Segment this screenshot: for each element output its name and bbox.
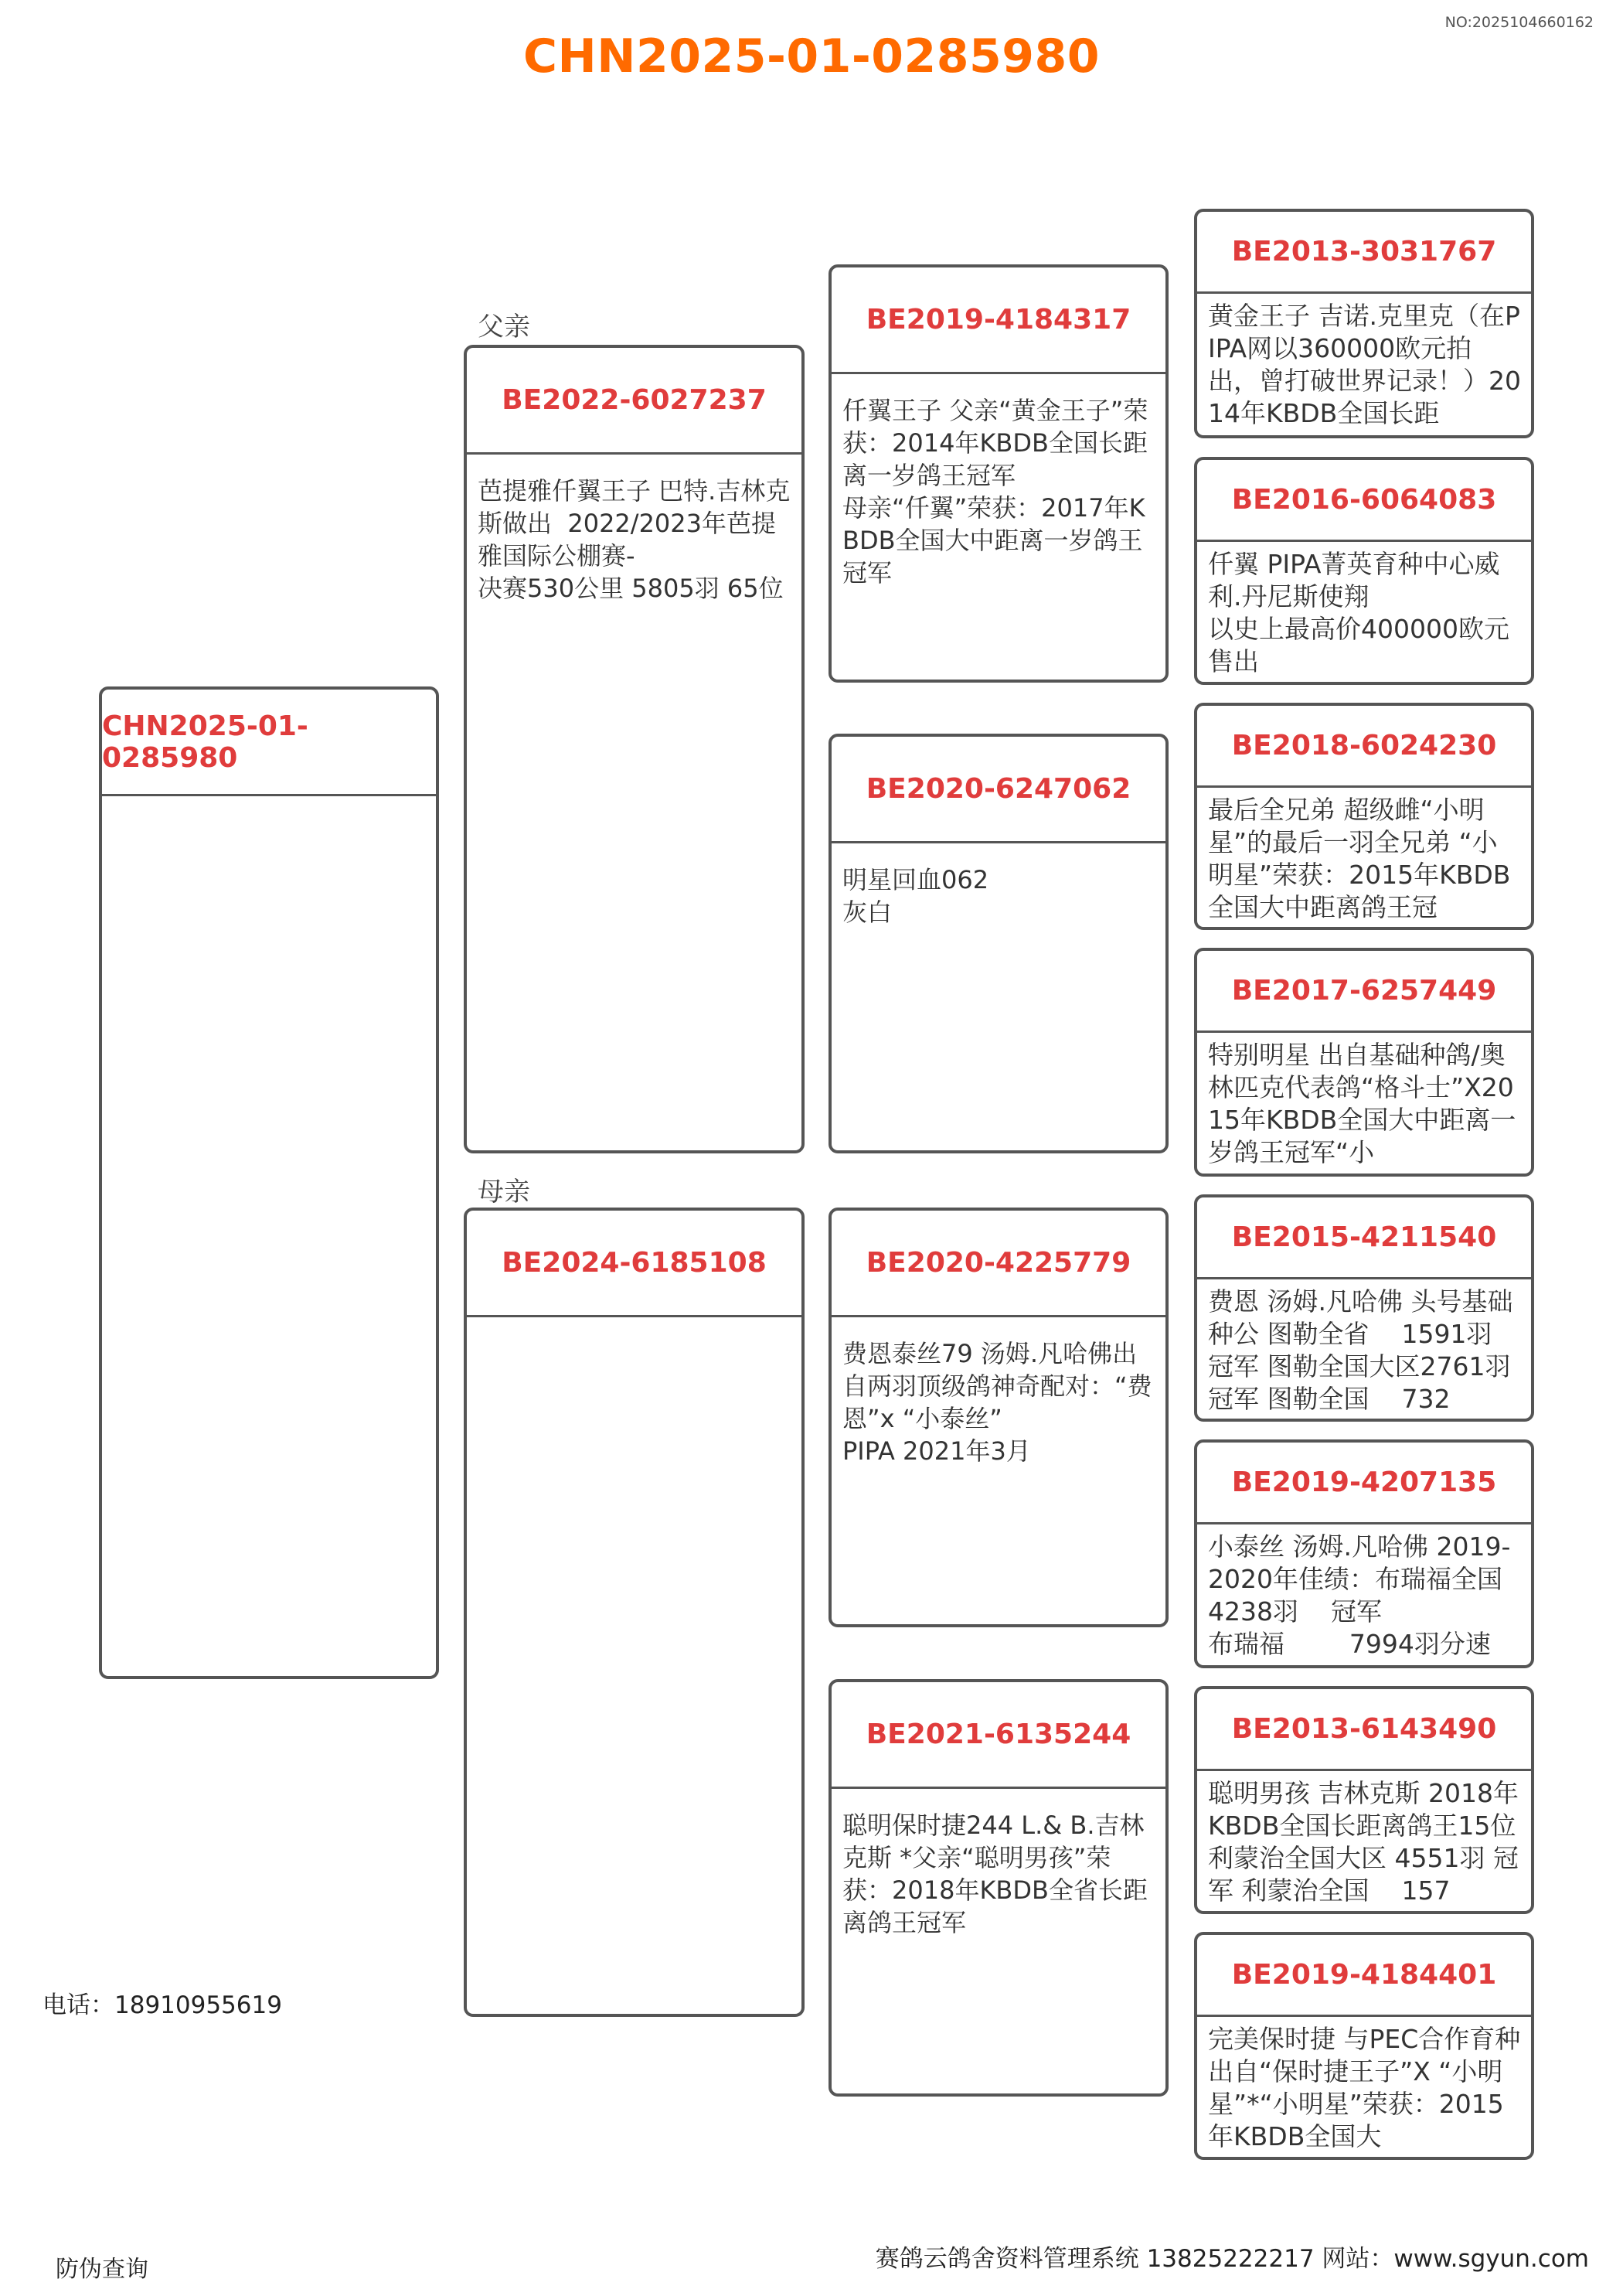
- ggp-fmm-card: [1194, 948, 1534, 1177]
- ggp-fmm-ring: BE2017-6257449: [1197, 951, 1531, 1033]
- ggp-fmf-ring: BE2018-6024230: [1197, 706, 1531, 788]
- ggp-fmf-note: 最后全兄弟 超级雌“小明星”的最后一羽全兄弟 “小明星”荣获：2015年KBDB全国大中距离鸽王冠: [1208, 795, 1511, 922]
- ggp-mmm-ring: BE2019-4184401: [1197, 1935, 1531, 2017]
- maternal-grandfather-ring: BE2020-4225779: [832, 1211, 1165, 1317]
- ggp-fff-card: [1194, 209, 1534, 438]
- father-note: 芭提雅仟翼王子 巴特.吉林克斯做出 2022/2023年芭提雅国际公棚赛- 决赛530公里 5805羽 65位: [478, 476, 791, 603]
- mother-ring: BE2024-6185108: [467, 1211, 801, 1317]
- maternal-grandfather-card: [829, 1208, 1169, 1627]
- ggp-mff-note: 费恩 汤姆.凡哈佛 头号基础种公 图勒全省 1591羽 冠军 图勒全国大区2761羽 冠军 图勒全国 732: [1208, 1286, 1519, 1414]
- ggp-ffm-note: 仟翼 PIPA菁英育种中心威利.丹尼斯使翔 以史上最高价400000欧元售出: [1208, 549, 1509, 676]
- ggp-fff-ring: BE2013-3031767: [1197, 212, 1531, 294]
- maternal-grandfather-note: 费恩泰丝79 汤姆.凡哈佛出自两羽顶级鸽神奇配对：“费恩”x “小泰丝” PIPA 2021年3月: [842, 1339, 1152, 1466]
- anti-counterfeit-link[interactable]: 防伪查询: [56, 2256, 148, 2283]
- mother-card: [464, 1208, 805, 2017]
- ggp-mmf-note: 聪明男孩 吉林克斯 2018年KBDB全国长距离鸽王15位 利蒙治全国大区 4551羽 冠军 利蒙治全国 157: [1208, 1778, 1524, 1906]
- ggp-ffm-card: [1194, 457, 1534, 685]
- ggp-mmf-ring: BE2013-6143490: [1197, 1689, 1531, 1771]
- ggp-mmm-note: 完美保时捷 与PEC合作育种 出自“保时捷王子”X “小明星”*“小明星”荣获：2015年KBDB全国大: [1208, 2024, 1529, 2151]
- maternal-grandmother-card: [829, 1679, 1169, 2097]
- subject-ring: CHN2025-01-0285980: [102, 690, 436, 796]
- paternal-grandfather-note: 仟翼王子 父亲“黄金王子”荣获：2014年KBDB全国长距离一岁鸽王冠军 母亲“仟翼”荣获：2017年KBDB全国大中距离一岁鸽王冠军: [842, 396, 1148, 588]
- ggp-mff-ring: BE2015-4211540: [1197, 1197, 1531, 1279]
- father-label: 父亲: [478, 312, 530, 342]
- ggp-mfm-note: 小泰丝 汤姆.凡哈佛 2019-2020年佳绩：布瑞福全国 4238羽 冠军 布瑞福 7994羽分速: [1208, 1531, 1511, 1659]
- paternal-grandmother-card: [829, 734, 1169, 1153]
- document-number: NO:2025104660162: [1444, 14, 1594, 31]
- mother-note: [467, 1317, 801, 1345]
- footer-info: 赛鸽云鸽舍资料管理系统 13825222217 网站：www.sgyun.com: [875, 2245, 1589, 2273]
- ggp-mmf-card: [1194, 1686, 1534, 1914]
- maternal-grandmother-note: 聪明保时捷244 L.& B.吉林克斯 *父亲“聪明男孩”荣获：2018年KBDB全省长距离鸽王冠军: [842, 1811, 1148, 1937]
- ggp-ffm-ring: BE2016-6064083: [1197, 460, 1531, 542]
- paternal-grandmother-note: 明星回血062 灰白: [842, 865, 989, 927]
- pedigree-title: CHN2025-01-0285980: [523, 29, 1100, 83]
- ggp-fmf-card: [1194, 703, 1534, 930]
- ggp-mmm-card: [1194, 1932, 1534, 2160]
- ggp-mfm-ring: BE2019-4207135: [1197, 1443, 1531, 1524]
- ggp-fff-note: 黄金王子 吉诺.克里克（在PIPA网以360000欧元拍出，曾打破世界记录！）2014年KBDB全国长距: [1208, 301, 1521, 428]
- phone-number: 电话：18910955619: [43, 1991, 282, 2019]
- maternal-grandmother-ring: BE2021-6135244: [832, 1682, 1165, 1789]
- paternal-grandfather-card: [829, 264, 1169, 683]
- paternal-grandfather-ring: BE2019-4184317: [832, 267, 1165, 374]
- mother-label: 母亲: [478, 1177, 530, 1208]
- ggp-fmm-note: 特别明星 出自基础种鸽/奥林匹克代表鸽“格斗士”X2015年KBDB全国大中距离一岁鸽王冠军“小: [1208, 1040, 1516, 1167]
- father-card: [464, 345, 805, 1153]
- paternal-grandmother-ring: BE2020-6247062: [832, 737, 1165, 843]
- subject-card: [99, 686, 439, 1679]
- father-ring: BE2022-6027237: [467, 348, 801, 455]
- ggp-mfm-card: [1194, 1439, 1534, 1668]
- subject-note: [102, 796, 436, 824]
- ggp-mff-card: [1194, 1194, 1534, 1422]
